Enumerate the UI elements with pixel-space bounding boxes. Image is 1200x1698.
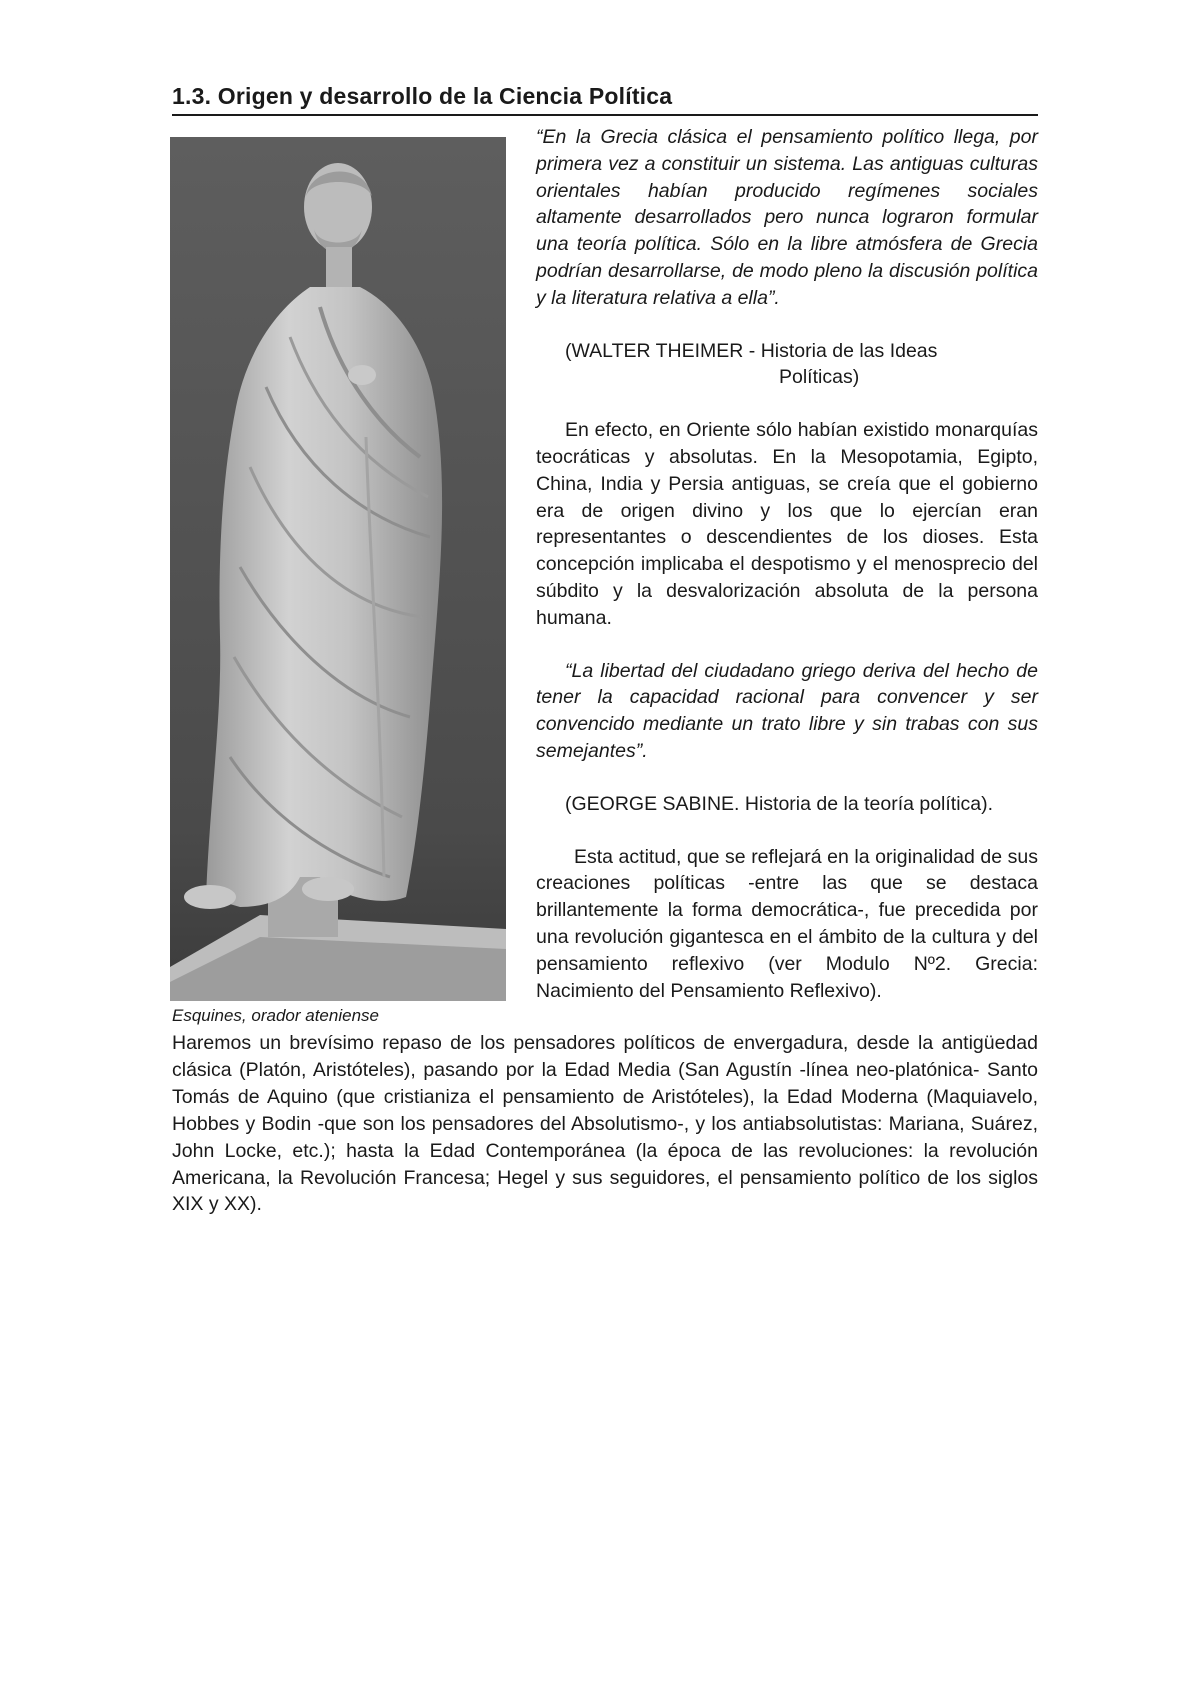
quote-sabine-source: (GEORGE SABINE. Historia de la teoría política).	[565, 792, 994, 815]
paragraph-oriente: En efecto, en Oriente sólo habían existido monarquías teocráticas y absolutas. En la Mesopotamia, Egipto, China, India y Persia antiguas, se creía que el gobierno era de origen divino y los que lo ejercían eran representantes o descendientes de los dioses. Esta concepción implicaba el despotismo y el menosprecio del súbdito y la desvalorización absoluta de la persona humana.	[536, 419, 1038, 629]
statue-photo-icon	[170, 137, 506, 1001]
section-heading: 1.3. Origen y desarrollo de la Ciencia Política	[172, 83, 673, 109]
right-column	[536, 124, 1038, 1004]
quote-sabine: “La libertad del ciudadano griego deriva del hecho de tener la capacidad racional para convencer y ser convencido mediante un trato libre y sin trabas con sus semejantes”.	[536, 659, 1038, 762]
statue-photo	[170, 137, 506, 1001]
paragraph-actitud: Esta actitud, que se reflejará en la originalidad de sus creaciones políticas -entre las que se destaca brillantemente la forma democrática-, fue precedida por una revolución gigantesca en el ámbito de la cultura y del pensamiento reflexivo (ver Modulo Nº2. Grecia: Nacimiento del Pensamiento Reflexivo).	[536, 845, 1038, 1002]
figure-caption: Esquines, orador ateniense	[172, 1006, 379, 1025]
heading-rule	[172, 114, 1038, 116]
quote-theimer-source-line1: (WALTER THEIMER - Historia de las Ideas	[565, 339, 938, 362]
paragraph-repaso: Haremos un brevísimo repaso de los pensadores políticos de envergadura, desde la antigüedad clásica (Platón, Aristóteles), pasando por la Edad Media (San Agustín -línea neo-platónica- Santo Tomás de Aquino (que cristianiza el pensamiento de Aristóteles), la Edad Moderna (Maquiavelo, Hobbes y Bodin -que son los pensadores del Absolutismo-, y los antiabsolutistas: Mariana, Suárez, John Locke, etc.); hasta la Edad Contemporánea (la época de las revoluciones: la revolución Americana, la Revolución Francesa; Hegel y sus seguidores, el pensamiento político de los siglos XIX y XX).	[172, 1032, 1038, 1216]
quote-theimer-source-line2: Políticas)	[779, 366, 860, 389]
quote-theimer: “En la Grecia clásica el pensamiento político llega, por primera vez a constituir un sistema. Las antiguas culturas orientales habían producido regímenes sociales altamente desarrollados pero nunca lograron formular una teoría política. Sólo en la libre atmósfera de Grecia podrían desarrollarse, de modo pleno la discusión política y la literatura relativa a ella”.	[536, 126, 1038, 309]
